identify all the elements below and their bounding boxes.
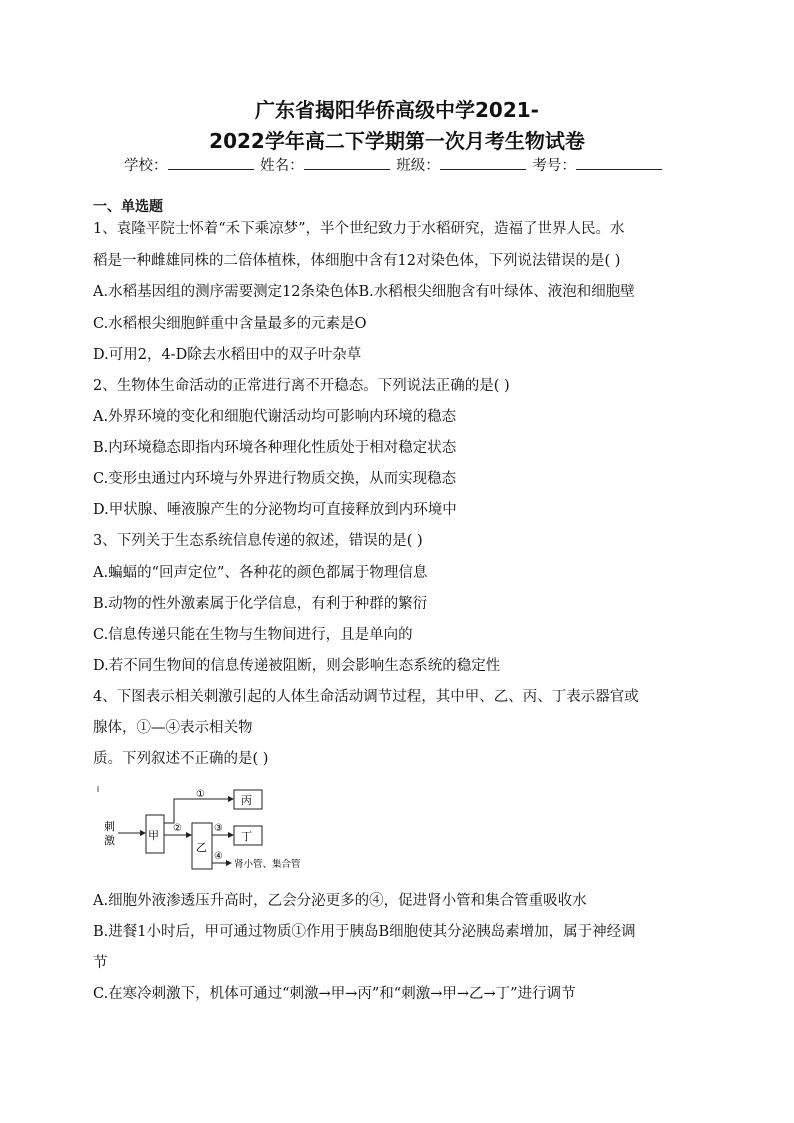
q3-option-d: D.若不同生物间的信息传递被阻断，则会影响生态系统的稳定性 (93, 658, 501, 674)
q2-option-b: B.内环境稳态即指内环境各种理化性质处于相对稳定状态 (93, 440, 457, 456)
q1-option-ab: A.水稻基因组的测序需要测定12条染色体B.水稻根尖细胞含有叶绿体、液泡和细胞壁 (93, 284, 635, 300)
arrowhead-stimulus (140, 830, 146, 836)
name-label: 姓名： (260, 158, 304, 174)
q1-option-c: C.水稻根尖细胞鲜重中含量最多的元素是O (93, 316, 367, 332)
q4-option-b-line2: 节 (93, 955, 108, 971)
q3-option-a: A.蝙蝠的“回声定位”、各种花的颜色都属于物理信息 (93, 565, 428, 581)
q2-stem: 2、生物体生命活动的正常进行离不开稳态。下列说法正确的是( ) (93, 378, 510, 394)
q2-option-c: C.变形虫通过内环境与外界进行物质交换，从而实现稳态 (93, 471, 457, 487)
label-bing: 丙 (241, 794, 252, 807)
arrowhead-yi (186, 832, 192, 838)
q1-stem-line2: 稻是一种雌雄同株的二倍体植株，体细胞中含有12对染色体，下列说法错误的是( ) (93, 253, 621, 269)
q1-stem-line1: 1、袁隆平院士怀着“禾下乘凉梦”，半个世纪致力于水稻研究，造福了世界人民。水 (93, 221, 625, 237)
name-blank[interactable] (304, 155, 390, 170)
label-m4: ④ (214, 851, 223, 862)
exam-title-line1: 广东省揭阳华侨高级中学2021- (255, 98, 539, 122)
q4-option-c: C.在寒冷刺激下，机体可通过“刺激→甲→丙”和“刺激→甲→乙→丁”进行调节 (93, 986, 576, 1002)
label-m1: ① (196, 789, 205, 800)
q3-option-c: C.信息传递只能在生物与生物间进行，且是单向的 (93, 627, 413, 643)
arrowhead-ding (228, 832, 234, 838)
arrow-jia-to-bing (164, 799, 228, 823)
exam-number-label: 考号： (532, 158, 576, 174)
class-label: 班级： (396, 158, 440, 174)
q3-option-b: B.动物的性外激素属于化学信息，有利于种群的繁衍 (93, 596, 428, 612)
q4-stem-line2: 腺体，①—④表示相关物 (93, 720, 253, 736)
q4-option-a: A.细胞外液渗透压升高时，乙会分泌更多的④，促进肾小管和集合管重吸收水 (93, 893, 587, 909)
exam-number-blank[interactable] (576, 155, 662, 170)
q1-option-d: D.可用2，4-D除去水稻田中的双子叶杂草 (93, 347, 362, 363)
school-blank[interactable] (168, 155, 254, 170)
label-m2: ② (173, 823, 182, 834)
exam-title-line2: 2022学年高二下学期第一次月考生物试卷 (209, 129, 585, 153)
section-title: 一、单选题 (93, 199, 163, 215)
class-blank[interactable] (440, 155, 526, 170)
arrowhead-kidney (226, 860, 232, 866)
label-m3: ③ (214, 823, 223, 834)
label-yi: 乙 (196, 841, 207, 854)
q2-option-a: A.外界环境的变化和细胞代谢活动均可影响内环境的稳态 (93, 409, 457, 425)
q3-stem: 3、下列关于生态系统信息传递的叙述，错误的是( ) (93, 533, 423, 549)
q4-option-b-line1: B.进餐1小时后，甲可通过物质①作用于胰岛B细胞使其分泌胰岛素增加，属于神经调 (93, 924, 636, 940)
stimulus-label-1: 刺 (104, 820, 115, 833)
school-label: 学校： (124, 158, 168, 174)
student-info-line (124, 154, 664, 175)
arrowhead-bing (228, 796, 234, 802)
q4-stem-line1: 4、下图表示相关刺激引起的人体生命活动调节过程，其中甲、乙、丙、丁表示器官或 (93, 689, 639, 705)
label-jia: 甲 (148, 829, 159, 842)
q4-stem-line3: 质。下列叙述不正确的是( ) (93, 751, 269, 767)
label-kidney-target: 肾小管、集合管 (234, 859, 301, 870)
label-ding: 丁 (241, 830, 252, 843)
stimulus-label-2: 激 (104, 834, 115, 847)
regulation-diagram (96, 783, 316, 877)
q2-option-d: D.甲状腺、唾液腺产生的分泌物均可直接释放到内环境中 (93, 502, 457, 518)
